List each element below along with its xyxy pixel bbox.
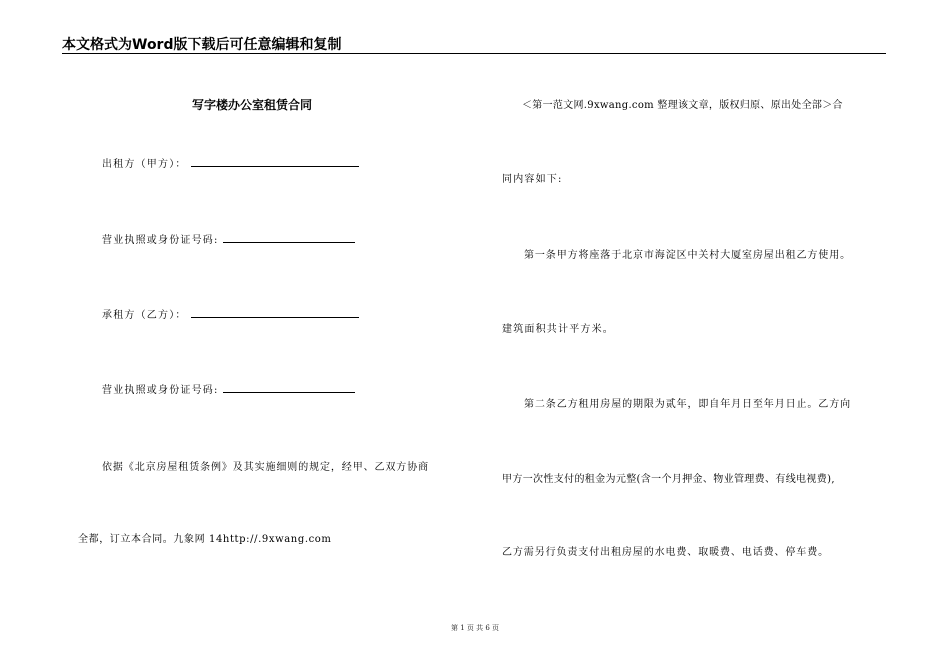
page-footer: 第 1 页 共 6 页 xyxy=(450,624,500,632)
lessor-field xyxy=(102,155,359,170)
lessor-license-label: 营业执照或身份证号码: xyxy=(102,235,219,246)
lessor-license-blank-line xyxy=(223,232,355,243)
contract-title: 写字楼办公室租赁合同 xyxy=(192,98,313,112)
document-header: 本文格式为Word版下载后可任意编辑和复制 xyxy=(62,37,342,53)
lessee-license-blank-line xyxy=(223,382,355,393)
lessee-blank-line xyxy=(191,307,359,318)
article-2-line-2: 甲方一次性支付的租金为元整(含一个月押金、物业管理费、有线电视费), xyxy=(502,474,835,485)
basis-paragraph-line-1: 依据《北京房屋租赁条例》及其实施细则的规定，经甲、乙双方协商 xyxy=(102,462,429,473)
right-paragraph-line-1: ＜第一范文网.9xwang.com 整理该文章，版权归原、原出处全部＞合 xyxy=(522,100,843,111)
article-1-line-2: 建筑面积共计平方米。 xyxy=(502,324,614,335)
article-2-line-1: 第二条乙方租用房屋的期限为贰年，即自年月日至年月日止。乙方向 xyxy=(524,399,851,410)
header-rule xyxy=(62,53,886,54)
lessee-field xyxy=(102,306,359,321)
basis-paragraph-line-2: 全都，订立本合同。九象网 14http://.9xwang.com xyxy=(78,534,332,545)
lessor-license-field xyxy=(102,231,355,246)
lessee-label: 承租方（乙方）： xyxy=(102,310,187,321)
article-1-line-1: 第一条甲方将座落于北京市海淀区中关村大厦室房屋出租乙方使用。 xyxy=(524,250,851,261)
lessor-label: 出租方（甲方）： xyxy=(102,159,187,170)
lessee-license-field xyxy=(102,381,355,396)
lessee-license-label: 营业执照或身份证号码: xyxy=(102,385,219,396)
lessor-blank-line xyxy=(191,156,359,167)
right-paragraph-line-2: 同内容如下: xyxy=(502,174,563,185)
article-2-line-3: 乙方需另行负责支付出租房屋的水电费、取暖费、电话费、停车费。 xyxy=(502,547,829,558)
